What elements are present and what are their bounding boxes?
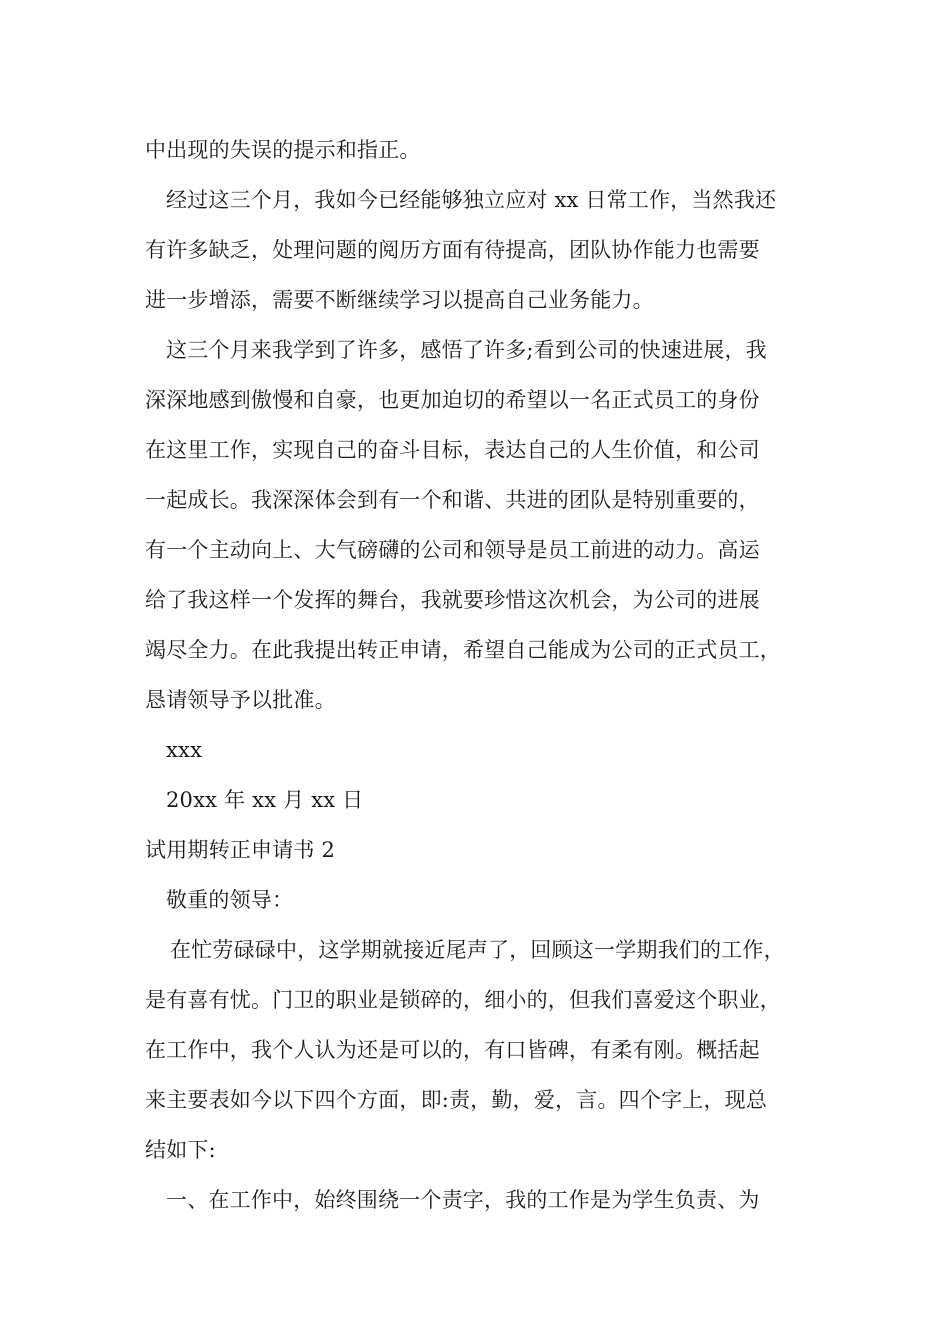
paragraph-first-line: 经过这三个月，我如今已经能够独立应对 xx 日常工作，当然我还 [166, 188, 777, 212]
text-line: 有一个主动向上、大气磅礴的公司和领导是员工前进的动力。高运 [145, 538, 760, 562]
text-line: 恳请领导予以批准。 [145, 688, 336, 712]
text-line: 进一步增添，需要不断继续学习以提高自己业务能力。 [145, 288, 654, 312]
paragraph-first-line: 一、在工作中，始终围绕一个责字，我的工作是为学生负责、为 [166, 1188, 760, 1212]
text-line: 中出现的失误的提示和指正。 [145, 138, 421, 162]
text-line: 竭尽全力。在此我提出转正申请，希望自己能成为公司的正式员工， [145, 638, 781, 662]
salutation: 敬重的领导： [166, 888, 294, 912]
paragraph-first-line: 在忙劳碌碌中，这学期就接近尾声了，回顾这一学期我们的工作， [170, 938, 785, 962]
text-line: 有许多缺乏，处理问题的阅历方面有待提高，团队协作能力也需要 [145, 238, 760, 262]
signature-name: xxx [166, 738, 203, 762]
text-line: 一起成长。我深深体会到有一个和谐、共进的团队是特别重要的， [145, 488, 760, 512]
text-line: 深深地感到傲慢和自豪，也更加迫切的希望以一名正式员工的身份 [145, 388, 760, 412]
section-title: 试用期转正申请书 2 [145, 838, 336, 862]
text-line: 来主要表如今以下四个方面，即:责，勤，爱，言。四个字上，现总 [145, 1088, 768, 1112]
signature-date: 20xx 年 xx 月 xx 日 [166, 788, 364, 812]
text-line: 结如下: [145, 1138, 216, 1162]
paragraph-first-line: 这三个月来我学到了许多，感悟了许多;看到公司的快速进展，我 [166, 338, 767, 362]
text-line: 在工作中，我个人认为还是可以的，有口皆碑，有柔有刚。概括起 [145, 1038, 760, 1062]
text-line: 是有喜有忧。门卫的职业是锁碎的，细小的，但我们喜爱这个职业， [145, 988, 781, 1012]
text-line: 在这里工作，实现自己的奋斗目标，表达自己的人生价值，和公司 [145, 438, 760, 462]
text-line: 给了我这样一个发挥的舞台，我就要珍惜这次机会，为公司的进展 [145, 588, 760, 612]
